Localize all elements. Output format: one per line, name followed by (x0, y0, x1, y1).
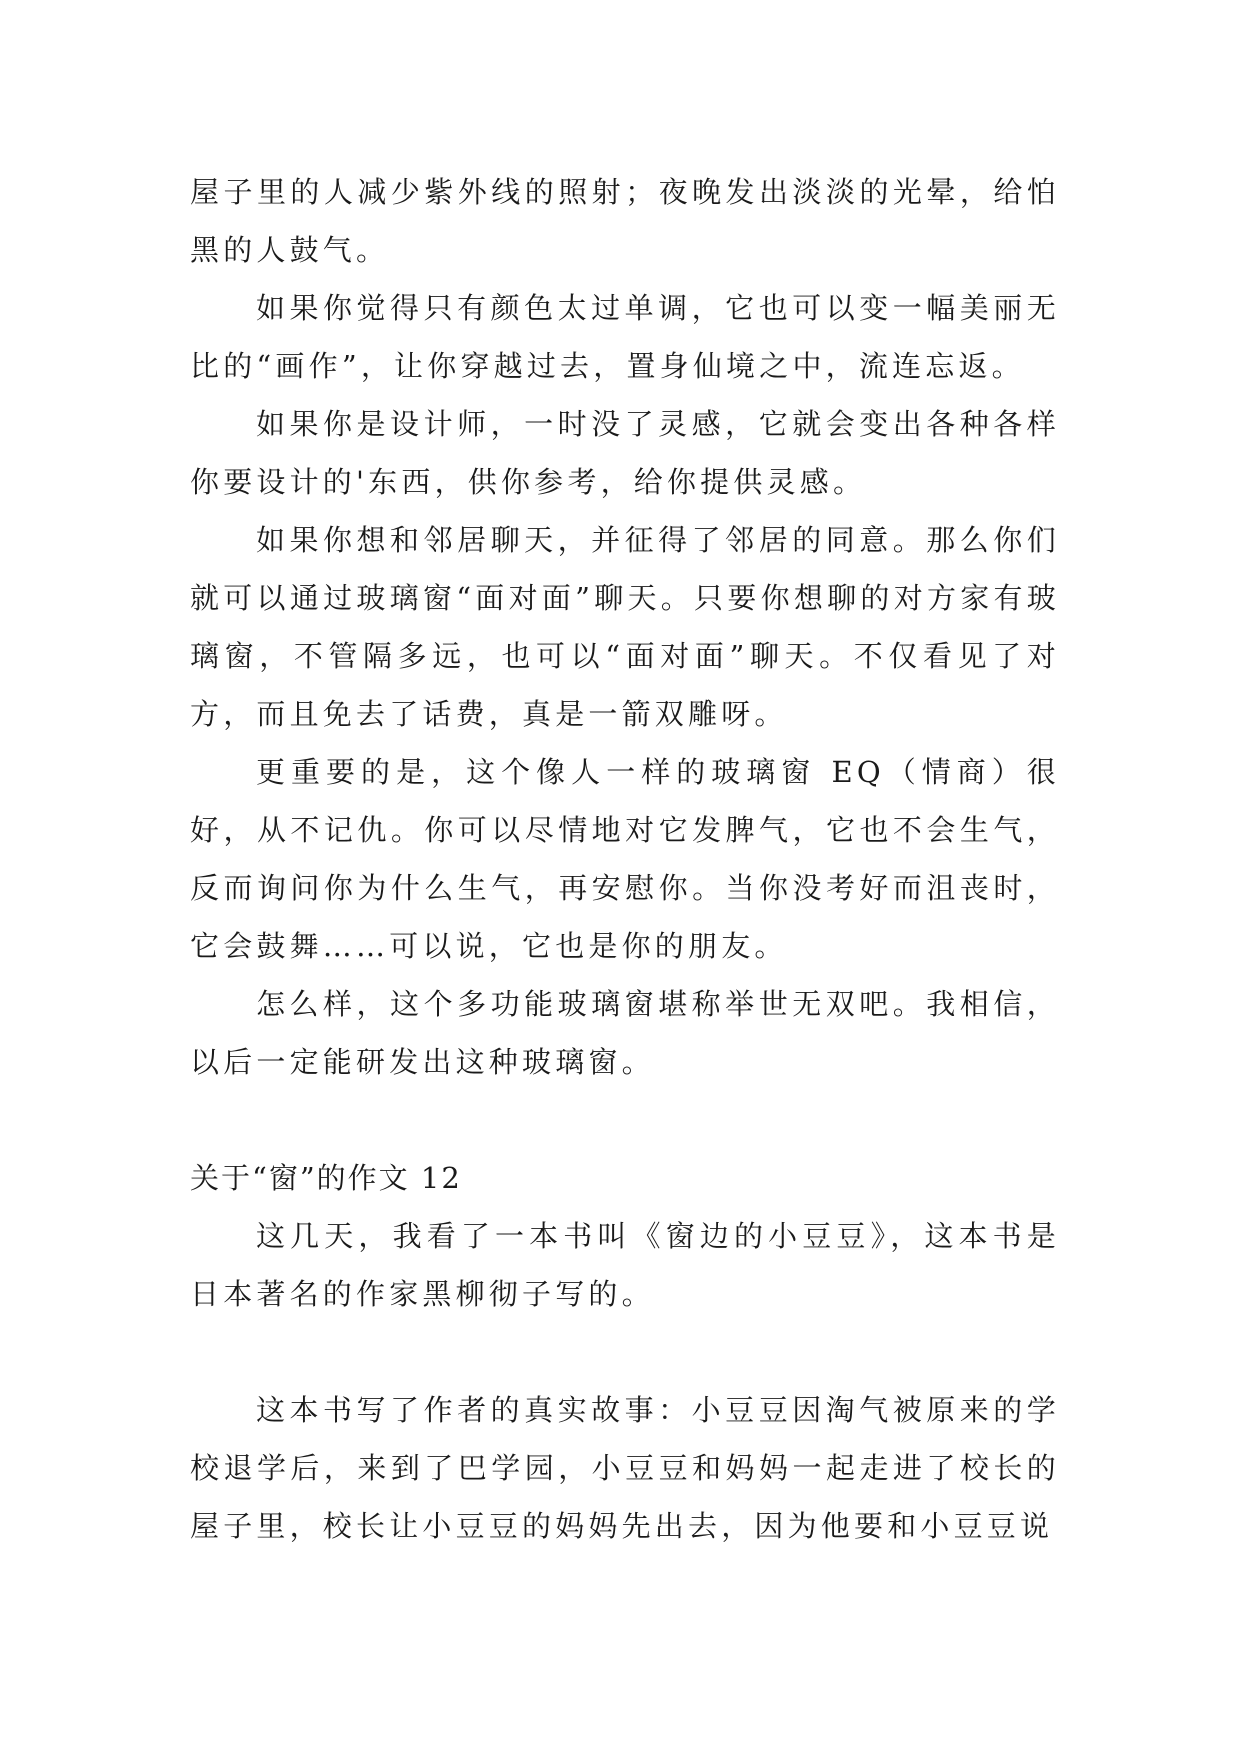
paragraph: 如果你是设计师，一时没了灵感，它就会变出各种各样你要设计的'东西，供你参考，给你提供灵感。 (190, 407, 1060, 499)
section-title: 关于“窗”的作文 12 (190, 1161, 462, 1195)
paragraph: 这几天，我看了一本书叫《窗边的小豆豆》，这本书是日本著名的作家黑柳彻子写的。 (190, 1219, 1060, 1311)
document-page (190, 163, 1060, 1555)
paragraph: 更重要的是，这个像人一样的玻璃窗 EQ（情商）很好，从不记仇。你可以尽情地对它发脾气，它也不会生气，反而询问你为什么生气，再安慰你。当你没考好而沮丧时，它会鼓舞……可以说，它也是你的朋友。 (190, 755, 1060, 963)
spacer (190, 1091, 1060, 1149)
paragraph: 如果你觉得只有颜色太过单调，它也可以变一幅美丽无比的“画作”，让你穿越过去，置身仙境之中，流连忘返。 (190, 291, 1060, 383)
paragraph-continued: 屋子里的人减少紫外线的照射；夜晚发出淡淡的光晕，给怕黑的人鼓气。 (190, 175, 1060, 267)
paragraph: 怎么样，这个多功能玻璃窗堪称举世无双吧。我相信，以后一定能研发出这种玻璃窗。 (190, 987, 1060, 1079)
paragraph: 如果你想和邻居聊天，并征得了邻居的同意。那么你们就可以通过玻璃窗“面对面”聊天。只要你想聊的对方家有玻璃窗，不管隔多远，也可以“面对面”聊天。不仅看见了对方，而且免去了话费，真是一箭双雕呀。 (190, 523, 1060, 731)
spacer (190, 1323, 1060, 1381)
paragraph: 这本书写了作者的真实故事：小豆豆因淘气被原来的学校退学后，来到了巴学园，小豆豆和妈妈一起走进了校长的屋子里，校长让小豆豆的妈妈先出去，因为他要和小豆豆说 (190, 1393, 1060, 1543)
